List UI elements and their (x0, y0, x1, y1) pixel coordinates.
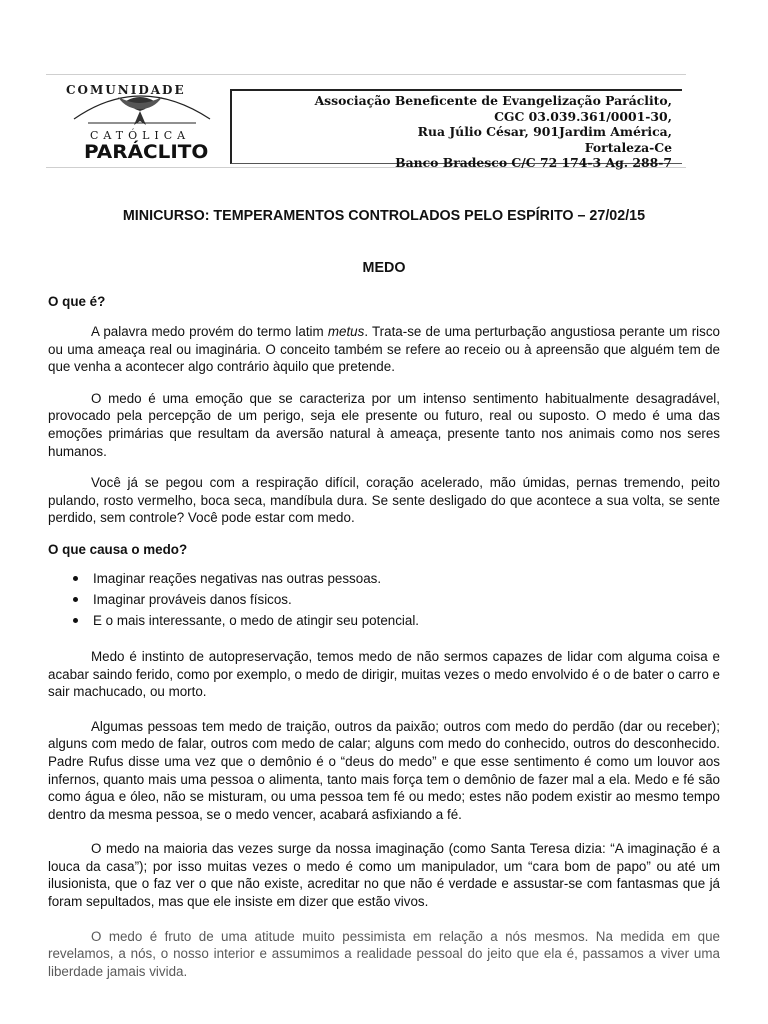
bullet-icon (73, 597, 78, 602)
heading-what-is: O que é? (48, 294, 106, 309)
document-title: MINICURSO: TEMPERAMENTOS CONTROLADOS PELO ESPÍRITO – 27/02/15 (122, 208, 646, 224)
address-line-cgc: CGC 03.039.361/0001-30, (494, 108, 672, 124)
address-line-city: Fortaleza-Ce (584, 139, 672, 155)
paragraph-definition-end: . Trata-se de uma perturbação angustiosa perante um risco ou uma ameaça real ou imaginária. O conceito também se refere ao receio ou à apreensão que alguém tem de que venha a acontecer algo contrário àquilo que pretende. (48, 324, 720, 375)
document-body (48, 208, 720, 980)
list-item: Imaginar reações negativas nas outras pessoas. (48, 568, 720, 589)
section-title: MEDO (362, 260, 406, 276)
address-box (230, 89, 682, 171)
list-item: Imaginar prováveis danos físicos. (48, 589, 720, 610)
logo-catolica-text: CATÓLICA (90, 129, 191, 142)
address-line-association: Associação Beneficente de Evangelização Paráclito, (314, 93, 672, 108)
letterhead (46, 74, 686, 171)
address-line-bank: Banco Bradesco C/C 72 174-3 Ag. 288-7 (395, 155, 672, 171)
causes-list (48, 568, 720, 631)
latin-term: metus (327, 324, 365, 339)
list-item: E o mais interessante, o medo de atingir seu potencial. (48, 610, 720, 631)
address-lines (315, 93, 672, 171)
bullet-icon (73, 576, 78, 581)
paragraph-imagination: O medo na maioria das vezes surge da nossa imaginação (como Santa Teresa dizia: “A imaginação é a louca da casa”); por isso muitas vezes o medo é como um manipulador, um “cara bom de papo” ou até um ilusionista, que o faz ver o que não existe, acreditar no que não é verdade e assustar-se com fantasmas que já foram sepultados, mas que ele insiste em dizer que estão vivos. (48, 841, 720, 910)
logo-community-text: COMUNIDADE (66, 83, 186, 97)
bullet-icon (73, 618, 78, 623)
paragraph-pessimism: O medo é fruto de uma atitude muito pessimista em relação a nós mesmos. Na medida em que revelamos, a nós, o nosso interior e assumimos a realidade pessoal do jeito que ela é, passamos a viver uma liberdade jamais vivida. (48, 928, 720, 979)
paragraph-emotion: O medo é uma emoção que se caracteriza por um intenso sentimento habitualmente desagradável, provocado pela percepção de um perigo, seja ele presente ou futuro, real ou suposto. O medo é uma das emoções primárias que resultam da aversão natural à ameaça, presente tanto nos animais como nos seres humanos. (48, 390, 720, 459)
address-line-street: Rua Júlio César, 901Jardim América, (417, 124, 672, 140)
logo-paraclito-text: PARÁCLITO (84, 141, 209, 163)
paragraph-fear-and-faith: Algumas pessoas tem medo de traição, outros da paixão; outros com medo do perdão (dar ou receber); alguns com medo de falar, outros com medo de calar; alguns com medo do conhecido, outros do desconhecido. Padre Rufus disse uma vez que o demônio é o “deus do medo” e que esse sentimento é como um louvor aos infernos, quanto mais uma pessoa o alimenta, tanto mais força tem o demônio de fazer mal a ela. Medo e fé são como água e óleo, não se misturam, ou uma pessoa tem fé ou medo; estes não podem existir ao mesmo tempo dentro da mesma pessoa, se o medo vencer, acabará asfixiando a fé. (48, 718, 720, 822)
paragraph-definition (48, 323, 720, 376)
community-logo (60, 79, 246, 165)
paragraph-self-preservation: Medo é instinto de autopreservação, temos medo de não sermos capazes de lidar com alguma coisa e acabar saindo ferido, como por exemplo, o medo de dirigir, muitas vezes o medo envolvido é o de bater o carro e sair machucado, ou morto. (48, 648, 720, 700)
heading-causes: O que causa o medo? (48, 541, 188, 557)
paragraph-definition-start: A palavra medo provém do termo latim (91, 324, 328, 339)
paragraph-symptoms: Você já se pegou com a respiração difícil, coração acelerado, mão úmidas, pernas tremendo, peito pulando, rosto vermelho, boca seca, mandíbula dura. Se sente desligado do que acontece a sua volta, se sente perdido, sem controle? Você pode estar com medo. (48, 475, 720, 526)
